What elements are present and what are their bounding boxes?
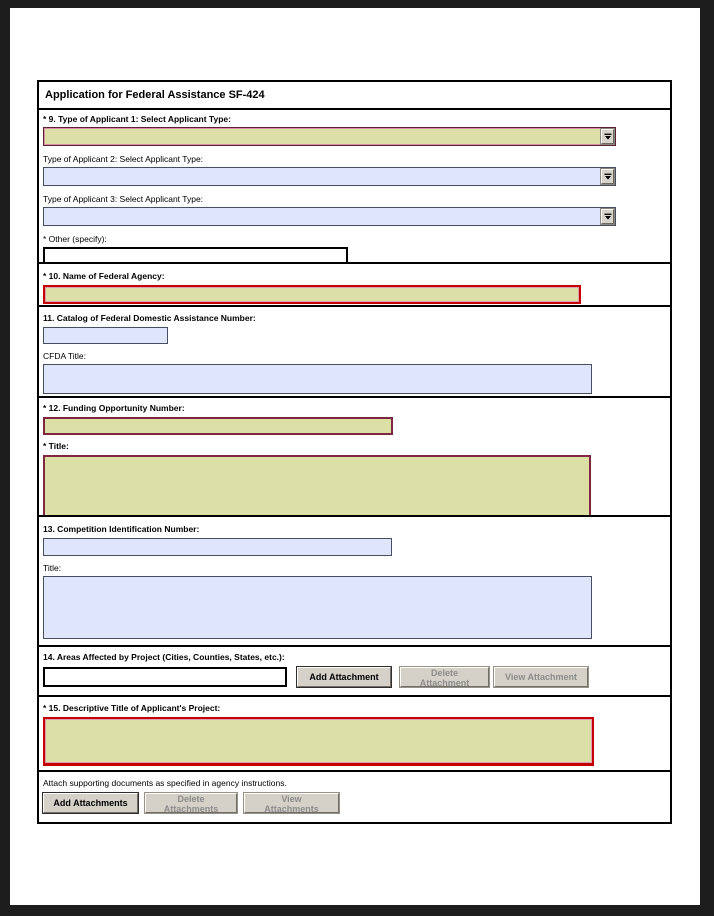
section-10-federal-agency — [37, 262, 672, 307]
view-attachment-button: View Attachment — [494, 667, 588, 687]
chevron-down-icon[interactable] — [601, 169, 614, 184]
applicant-type-1-label: * 9. Type of Applicant 1: Select Applicant Type: — [43, 114, 231, 124]
federal-agency-label: * 10. Name of Federal Agency: — [43, 271, 165, 281]
section-attachments — [37, 770, 672, 824]
cfda-number-label: 11. Catalog of Federal Domestic Assistance Number: — [43, 313, 256, 323]
funding-opportunity-number-label: * 12. Funding Opportunity Number: — [43, 403, 185, 413]
competition-number-label: 13. Competition Identification Number: — [43, 524, 200, 534]
competition-title-label: Title: — [43, 563, 62, 573]
delete-attachment-button: Delete Attachment — [400, 667, 489, 687]
sf424-form — [37, 80, 672, 824]
other-specify-label: * Other (specify): — [43, 234, 107, 244]
funding-opportunity-title-textarea[interactable] — [43, 455, 591, 517]
form-title: Application for Federal Assistance SF-424 — [45, 89, 265, 101]
add-attachments-button[interactable]: Add Attachments — [43, 793, 138, 813]
descriptive-title-textarea[interactable] — [43, 717, 594, 766]
funding-opportunity-title-label: * Title: — [43, 441, 69, 451]
competition-title-textarea[interactable] — [43, 576, 592, 639]
applicant-type-2-label: Type of Applicant 2: Select Applicant Type: — [43, 154, 204, 164]
cfda-title-textarea[interactable] — [43, 364, 592, 394]
section-14-areas-affected — [37, 645, 672, 697]
document-page — [10, 8, 700, 905]
section-12-funding-opportunity — [37, 396, 672, 517]
cfda-number-input[interactable] — [43, 327, 168, 344]
attachments-instruction: Attach supporting documents as specified in agency instructions. — [43, 778, 287, 788]
add-attachment-button[interactable]: Add Attachment — [297, 667, 391, 687]
applicant-type-2-select[interactable] — [43, 167, 616, 186]
areas-affected-label: 14. Areas Affected by Project (Cities, Counties, States, etc.): — [43, 652, 285, 662]
form-title-row — [37, 80, 672, 110]
applicant-type-1-select[interactable] — [43, 127, 616, 146]
section-15-descriptive-title — [37, 695, 672, 772]
section-11-cfda — [37, 305, 672, 398]
delete-attachments-button: Delete Attachments — [145, 793, 237, 813]
section-13-competition — [37, 515, 672, 647]
view-attachments-button: View Attachments — [244, 793, 339, 813]
funding-opportunity-number-input[interactable] — [43, 417, 393, 435]
descriptive-title-label: * 15. Descriptive Title of Applicant's Project: — [43, 703, 221, 713]
applicant-type-3-select[interactable] — [43, 207, 616, 226]
applicant-type-3-label: Type of Applicant 3: Select Applicant Type: — [43, 194, 204, 204]
areas-affected-input[interactable] — [43, 667, 287, 687]
federal-agency-input[interactable] — [43, 285, 581, 304]
chevron-down-icon[interactable] — [601, 129, 614, 144]
chevron-down-icon[interactable] — [601, 209, 614, 224]
competition-number-input[interactable] — [43, 538, 392, 556]
section-9-applicant-type — [37, 108, 672, 264]
cfda-title-label: CFDA Title: — [43, 351, 86, 361]
